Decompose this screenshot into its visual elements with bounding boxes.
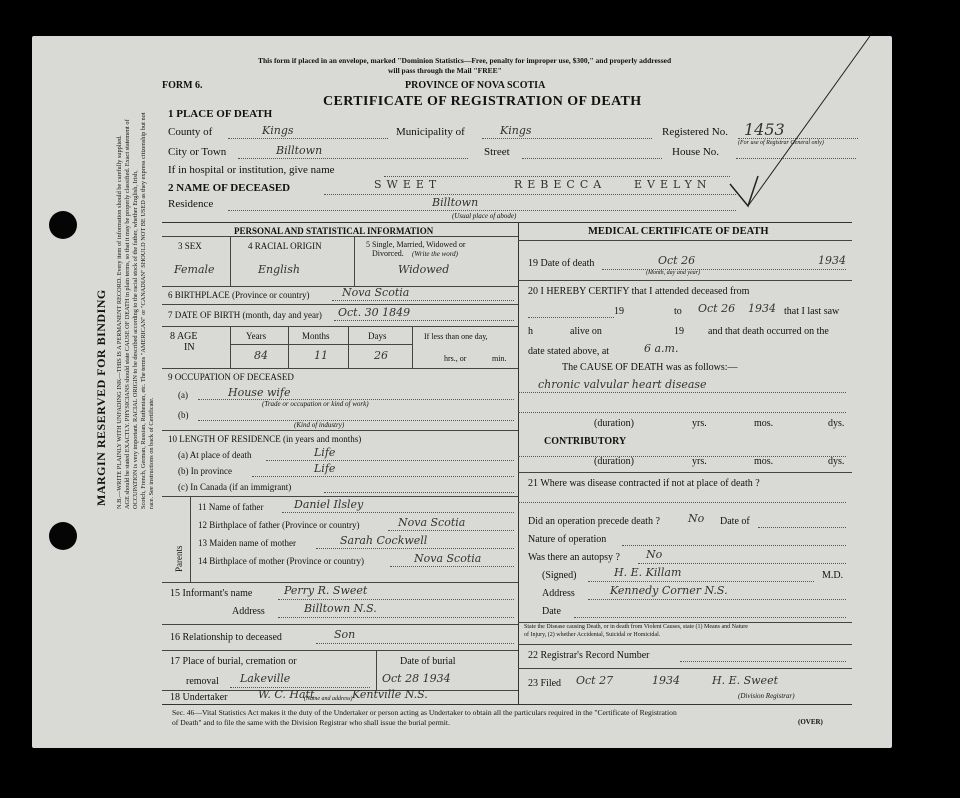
mos-1: mos.	[754, 418, 774, 429]
relationship-label: 16 Relationship to deceased	[170, 632, 282, 643]
certify-occurred: and that death occurred on the	[708, 326, 829, 337]
margin-note-1: N.B.—WRITE PLAINLY WITH UNFADING INK—THIS IS A PERMANENT RECORD. Every item of information should be carefully supplied.	[116, 135, 123, 509]
certify-to: to	[674, 306, 682, 317]
marital-status-label-2: Divorced.	[372, 249, 404, 258]
father-name-label: 11 Name of father	[198, 502, 264, 512]
registered-number-label: Registered No.	[662, 126, 728, 138]
form-number: FORM 6.	[162, 80, 203, 91]
date-of-death-note: (Month, day and year)	[646, 270, 700, 276]
certify-19-a: 19	[614, 306, 624, 317]
q21-label: 21 Where was disease contracted if not at place of death ?	[528, 478, 760, 489]
mother-name-value: Sarah Cockwell	[340, 534, 428, 547]
mos-2: mos.	[754, 456, 774, 467]
racial-origin-value: English	[258, 263, 300, 276]
filed-year-value: 1934	[652, 674, 680, 687]
registered-number-value: 1453	[744, 120, 785, 139]
signed-label: (Signed)	[542, 570, 577, 581]
burial-place-label-1: 17 Place of burial, cremation or	[170, 656, 297, 667]
margin-note-4: Scotch, French, German, Russian, Ruthenian, etc. The terms "AMERICAN" or "CANADIAN" SHOULD NOT BE USED as they express citizenship but not	[140, 112, 147, 509]
date-of-death-label: 19 Date of death	[528, 258, 595, 269]
date-of-death-year: 1934	[818, 254, 846, 267]
residence-value: Billtown	[432, 196, 479, 209]
certify-last-saw: that I last saw	[784, 306, 840, 317]
registrar-signature: H. E. Sweet	[712, 674, 778, 687]
age-label: 8 AGE	[170, 331, 198, 342]
autopsy-value: No	[646, 548, 663, 561]
operation-nature-label: Nature of operation	[528, 534, 607, 545]
duration-2: (duration)	[594, 456, 634, 467]
age-less-than-day-label: If less than one day,	[424, 332, 488, 341]
binding-hole-bottom	[49, 522, 77, 550]
burial-place-label-2: removal	[186, 676, 219, 687]
residence-province-value: Life	[314, 462, 336, 475]
dys-2: dys.	[828, 456, 845, 467]
marital-status-value: Widowed	[398, 263, 450, 276]
age-years-value: 84	[254, 349, 268, 362]
industry-note: (Kind of industry)	[294, 421, 345, 429]
registered-note: (For use of Registrar General only)	[738, 140, 824, 146]
undertaker-address-value: Kentville N.S.	[352, 688, 428, 701]
municipality-value: Kings	[500, 124, 532, 137]
residence-label: Residence	[168, 198, 214, 210]
mother-name-label: 13 Maiden name of mother	[198, 538, 296, 548]
dys-1: dys.	[828, 418, 845, 429]
sex-label: 3 SEX	[178, 241, 202, 251]
footer-line-2: of Death" and to file the same with the Division Registrar who shall issue the burial permit.	[172, 718, 450, 727]
filed-date-value: Oct 27	[576, 674, 614, 687]
age-days-value: 26	[374, 349, 388, 362]
registrar-note: (Division Registrar)	[738, 692, 795, 700]
burial-date-value: Oct 28 1934	[382, 672, 451, 685]
father-birthplace-value: Nova Scotia	[398, 516, 466, 529]
registrar-record-label: 22 Registrar's Record Number	[528, 650, 650, 661]
operation-date-label: Date of	[720, 516, 750, 527]
city-label: City or Town	[168, 146, 227, 158]
sex-value: Female	[174, 263, 215, 276]
city-value: Billtown	[276, 144, 323, 157]
age-days-label: Days	[368, 331, 387, 341]
certify-time: 6 a.m.	[644, 342, 679, 355]
occupation-value: House wife	[228, 386, 291, 399]
informant-name-value: Perry R. Sweet	[284, 584, 368, 597]
occupation-heading: 9 OCCUPATION OF DECEASED	[168, 372, 294, 382]
informant-address-label: Address	[232, 606, 265, 617]
check-mark-icon	[722, 36, 892, 226]
violent-causes-note-2: of Injury, (2) whether Accidental, Suicidal or Homicidal.	[524, 632, 661, 638]
age-months-label: Months	[302, 331, 330, 341]
duration-1: (duration)	[594, 418, 634, 429]
physician-address-label: Address	[542, 588, 575, 599]
occupation-a-label: (a)	[178, 390, 188, 400]
undertaker-label: 18 Undertaker	[170, 692, 228, 703]
mother-birthplace-label: 14 Birthplace of mother (Province or country)	[198, 556, 364, 566]
marital-status-note: (Write the word)	[412, 250, 459, 258]
burial-place-value: Lakeville	[240, 672, 291, 685]
physician-signature: H. E. Killam	[614, 566, 682, 579]
hospital-label: If in hospital or institution, give name	[168, 164, 335, 176]
personal-info-title: PERSONAL AND STATISTICAL INFORMATION	[234, 226, 434, 236]
house-label: House No.	[672, 146, 720, 158]
father-birthplace-label: 12 Birthplace of father (Province or country)	[198, 520, 360, 530]
certificate-title: CERTIFICATE OF REGISTRATION OF DEATH	[323, 94, 642, 109]
residence-canada-label: (c) In Canada (if an immigrant)	[178, 482, 292, 492]
footer-line-1: Sec. 46—Vital Statistics Act makes it the duty of the Undertaker or person acting as Undertaker to obtain all the particulars required in the "Certificate of Registration	[172, 708, 677, 717]
undertaker-note: (Name and address)	[304, 696, 353, 702]
occupation-note: (Trade or occupation or kind of work)	[262, 400, 369, 408]
autopsy-label: Was there an autopsy ?	[528, 552, 620, 563]
physician-address-value: Kennedy Corner N.S.	[610, 584, 728, 597]
binding-hole-top	[49, 211, 77, 239]
residence-at-place-label: (a) At place of death	[178, 450, 252, 460]
age-months-value: 11	[314, 349, 328, 362]
residence-at-place-value: Life	[314, 446, 336, 459]
length-residence-heading: 10 LENGTH OF RESIDENCE (in years and months)	[168, 434, 362, 444]
county-label: County of	[168, 126, 213, 138]
street-label: Street	[484, 146, 510, 158]
father-name-value: Daniel Ilsley	[294, 498, 364, 511]
medical-cert-title: MEDICAL CERTIFICATE OF DEATH	[588, 226, 769, 237]
margin-binding-label: MARGIN RESERVED FOR BINDING	[94, 289, 108, 506]
surname-value: SWEET	[374, 178, 442, 191]
certify-line-1: 20 I HEREBY CERTIFY that I attended deceased from	[528, 286, 750, 297]
mother-birthplace-value: Nova Scotia	[414, 552, 482, 565]
informant-name-label: 15 Informant's name	[170, 588, 253, 599]
middle-name-value: EVELYN	[634, 178, 712, 191]
birthplace-value: Nova Scotia	[342, 286, 410, 299]
province-label: PROVINCE OF NOVA SCOTIA	[405, 80, 546, 91]
certify-line-4: date stated above, at	[528, 346, 610, 357]
place-of-death-heading: 1 PLACE OF DEATH	[168, 108, 273, 120]
occupation-b-label: (b)	[178, 410, 189, 420]
county-value: Kings	[262, 124, 294, 137]
certify-year: 1934	[748, 302, 776, 315]
relationship-value: Son	[334, 628, 356, 641]
footer-over: (OVER)	[798, 718, 823, 726]
certificate-sheet	[32, 36, 892, 748]
md-label: M.D.	[822, 570, 844, 581]
age-min-label: min.	[492, 354, 507, 363]
age-in-label: IN	[184, 342, 195, 353]
dob-value: Oct. 30 1849	[338, 306, 411, 319]
contributory-label: CONTRIBUTORY	[544, 436, 627, 447]
yrs-2: yrs.	[692, 456, 707, 467]
parents-label: Parents	[174, 545, 184, 572]
margin-note-5: race. See instructions on back of Certificate.	[148, 397, 155, 509]
birthplace-label: 6 BIRTHPLACE (Province or country)	[168, 290, 310, 300]
date-of-death-value: Oct 26	[658, 254, 696, 267]
racial-origin-label: 4 RACIAL ORIGIN	[248, 241, 322, 251]
dob-label: 7 DATE OF BIRTH (month, day and year)	[168, 310, 322, 320]
violent-causes-note-1: State the Disease causing Death, or in death from Violent Causes, state (1) Means and Nature	[524, 624, 748, 630]
certify-19-b: 19	[674, 326, 684, 337]
cause-of-death-label: The CAUSE OF DEATH was as follows:—	[562, 362, 738, 373]
mail-notice-2: will pass through the Mail "FREE"	[388, 66, 502, 75]
residence-note: (Usual place of abode)	[452, 212, 517, 220]
age-hrs-label: hrs., or	[444, 354, 467, 363]
cause-of-death-value: chronic valvular heart disease	[538, 378, 707, 391]
age-years-label: Years	[246, 331, 267, 341]
certify-h: h	[528, 326, 533, 337]
margin-note-2: AGE should be stated EXACTLY. PHYSICIANS should state CAUSE OF DEATH in plain terms, so that it may be properly classified. Exact statement of	[124, 119, 131, 509]
municipality-label: Municipality of	[396, 126, 465, 138]
marital-status-label-1: 5 Single, Married, Widowed or	[366, 240, 466, 249]
certify-alive-on: alive on	[570, 326, 602, 337]
certify-date: Oct 26	[698, 302, 736, 315]
mail-notice-1: This form if placed in an envelope, marked "Dominion Statistics—Free, penalty for improper use, $300," and properly addressed	[258, 56, 672, 65]
operation-label: Did an operation precede death ?	[528, 516, 660, 527]
residence-province-label: (b) In province	[178, 466, 232, 476]
informant-address-value: Billtown N.S.	[304, 602, 377, 615]
physician-date-label: Date	[542, 606, 561, 617]
operation-value: No	[688, 512, 705, 525]
margin-note-3: OCCUPATION is very important. RACIAL ORIGIN to be described according to the racial stock of the father, whether English, Irish,	[132, 170, 139, 509]
yrs-1: yrs.	[692, 418, 707, 429]
burial-date-label: Date of burial	[400, 656, 456, 667]
undertaker-name-value: W. C. Hatt	[258, 688, 315, 701]
given-name-value: REBECCA	[514, 178, 607, 191]
name-label: 2 NAME OF DECEASED	[168, 182, 291, 194]
filed-label: 23 Filed	[528, 678, 562, 689]
